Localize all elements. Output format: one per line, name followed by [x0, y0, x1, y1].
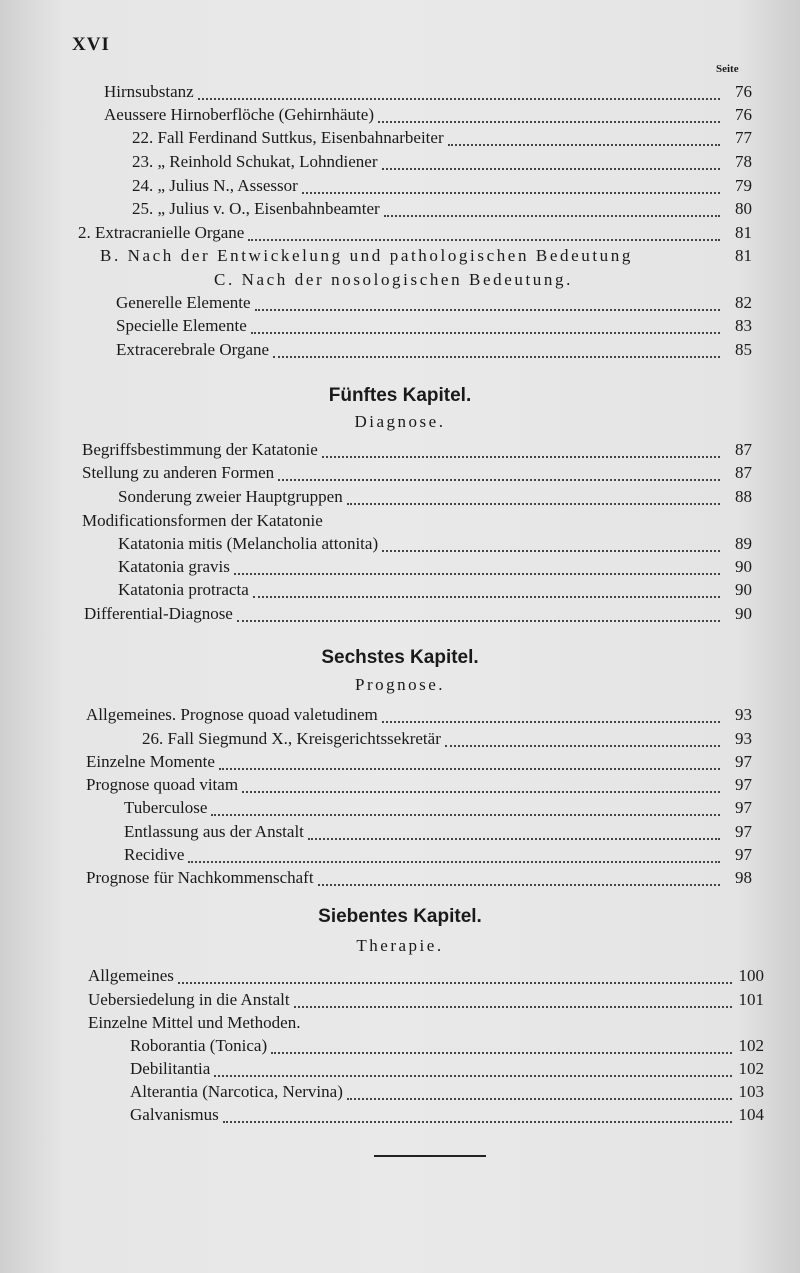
toc-entry-text: Begriffsbestimmung der Katatonie [82, 440, 318, 459]
toc-entry-page: 77 [735, 128, 752, 147]
dot-leader [198, 86, 720, 100]
toc-entry-text: Roborantia (Tonica) [130, 1036, 268, 1055]
toc-entry [130, 1105, 764, 1127]
toc-entry-page: 76 [735, 82, 752, 101]
chapter-title: Siebentes Kapitel. [318, 906, 482, 927]
toc-entry-text: Stellung zu anderen Formen [82, 463, 275, 482]
toc-entry-text: Katatonia gravis [118, 557, 230, 576]
dot-leader [251, 320, 720, 334]
toc-entry-page: 87 [735, 463, 752, 482]
toc-section-heading: C. Nach der nosologischen Bedeutung. [214, 270, 573, 289]
toc-entry-page: 90 [735, 580, 752, 599]
dot-leader [347, 491, 720, 505]
toc-entry [118, 557, 752, 579]
dot-leader [237, 608, 720, 622]
toc-entry-text: Uebersiedelung in die Anstalt [88, 990, 290, 1009]
toc-section-heading: Modificationsformen der Katatonie [82, 511, 323, 530]
dot-leader [382, 709, 720, 723]
dot-leader [214, 1063, 732, 1077]
toc-entry-page: 97 [735, 845, 752, 864]
toc-entry [86, 705, 752, 727]
toc-entry-text: Hirnsubstanz [104, 82, 194, 101]
dot-leader [253, 584, 720, 598]
toc-entry [118, 487, 752, 509]
toc-entry-text: Generelle Elemente [116, 293, 251, 312]
toc-entry-text: 2. Extracranielle Organe [78, 223, 245, 242]
toc-entry-page: 76 [735, 105, 752, 124]
seite-label: Seite [716, 63, 739, 75]
toc-entry-page: 78 [735, 152, 752, 171]
toc-section-heading: Einzelne Mittel und Methoden. [88, 1013, 301, 1032]
toc-entry-page: 103 [738, 1082, 764, 1101]
toc-entry [84, 604, 752, 626]
toc-entry [118, 534, 752, 556]
dot-leader [219, 756, 720, 770]
toc-entry [104, 105, 752, 127]
dot-leader [302, 180, 720, 194]
toc-entry-text: B. Nach der Entwickelung und pathologischen Bedeutung [100, 246, 633, 265]
toc-entry [104, 82, 752, 104]
dot-leader [347, 1086, 732, 1100]
toc-entry [118, 580, 752, 602]
toc-entry-page: 97 [735, 822, 752, 841]
toc-entry [132, 152, 752, 174]
toc-entry [130, 1036, 764, 1058]
toc-entry [124, 845, 752, 867]
dot-leader [384, 203, 720, 217]
toc-entry-text: Sonderung zweier Hauptgruppen [118, 487, 343, 506]
toc-entry-page: 102 [738, 1059, 764, 1078]
toc-entry [130, 1059, 764, 1081]
dot-leader [448, 132, 720, 146]
toc-entry [130, 1082, 764, 1104]
toc-entry [88, 966, 764, 988]
toc-entry-page: 82 [735, 293, 752, 312]
toc-entry-text: Einzelne Momente [86, 752, 215, 771]
dot-leader [445, 733, 720, 747]
dot-leader [255, 297, 720, 311]
toc-entry-page: 87 [735, 440, 752, 459]
dot-leader [211, 802, 720, 816]
toc-entry-page: 79 [735, 176, 752, 195]
toc-entry-page: 97 [735, 752, 752, 771]
chapter-title: Sechstes Kapitel. [321, 647, 479, 668]
dot-leader [382, 156, 720, 170]
toc-entry-text: Katatonia protracta [118, 580, 249, 599]
dot-leader [242, 779, 720, 793]
toc-entry [132, 199, 752, 221]
toc-entry-text: 25. „ Julius v. O., Eisenbahnbeamter [132, 199, 380, 218]
toc-entry-text: Extracerebrale Organe [116, 340, 270, 359]
dot-leader [248, 227, 720, 241]
toc-entry-text: Alterantia (Narcotica, Nervina) [130, 1082, 343, 1101]
toc-entry-text: Galvanismus [130, 1105, 219, 1124]
toc-entry-page: 104 [738, 1105, 764, 1124]
dot-leader [188, 849, 720, 863]
chapter-subtitle: Prognose. [354, 675, 446, 694]
toc-entry [86, 752, 752, 774]
toc-entry [88, 990, 764, 1012]
dot-leader [278, 467, 720, 481]
page-number: XVI [72, 34, 110, 55]
toc-entry-page: 97 [735, 798, 752, 817]
toc-entry-page: 88 [735, 487, 752, 506]
toc-entry-text: Allgemeines [88, 966, 174, 985]
dot-leader [294, 994, 732, 1008]
dot-leader [273, 344, 720, 358]
toc-entry-text: Differential-Diagnose [84, 604, 233, 623]
toc-entry [82, 440, 752, 462]
dot-leader [322, 444, 720, 458]
toc-entry-text: Entlassung aus der Anstalt [124, 822, 304, 841]
toc-entry-text: Katatonia mitis (Melancholia attonita) [118, 534, 379, 553]
dot-leader [223, 1109, 732, 1123]
dot-leader [318, 872, 720, 886]
toc-section-heading [100, 246, 752, 268]
toc-entry-text: Prognose quoad vitam [86, 775, 239, 794]
toc-entry-page: 80 [735, 199, 752, 218]
toc-entry-text: 24. „ Julius N., Assessor [132, 176, 298, 195]
dot-leader [234, 561, 720, 575]
toc-entry-page: 89 [735, 534, 752, 553]
toc-entry [124, 822, 752, 844]
toc-entry-page: 102 [738, 1036, 764, 1055]
toc-entry [86, 775, 752, 797]
toc-entry [132, 128, 752, 150]
dot-leader [271, 1040, 732, 1054]
dot-leader [378, 109, 720, 123]
chapter-subtitle: Diagnose. [354, 412, 446, 431]
toc-entry-page: 90 [735, 557, 752, 576]
toc-entry [142, 729, 752, 751]
toc-entry [78, 223, 752, 245]
toc-entry-text: 22. Fall Ferdinand Suttkus, Eisenbahnarbeiter [132, 128, 444, 147]
toc-entry-text: Allgemeines. Prognose quoad valetudinem [86, 705, 378, 724]
toc-entry-page: 97 [735, 775, 752, 794]
toc-entry [124, 798, 752, 820]
toc-entry [116, 316, 752, 338]
chapter-subtitle: Therapie. [356, 936, 444, 955]
toc-entry [132, 176, 752, 198]
toc-entry-text: Prognose für Nachkommenschaft [86, 868, 314, 887]
toc-entry-text: Recidive [124, 845, 185, 864]
end-rule [374, 1155, 486, 1157]
toc-entry-text: 23. „ Reinhold Schukat, Lohndiener [132, 152, 378, 171]
toc-entry [86, 868, 752, 890]
toc-entry-page: 98 [735, 868, 752, 887]
toc-entry-page: 81 [735, 223, 752, 242]
toc-entry-page: 83 [735, 316, 752, 335]
toc-entry-text: Debilitantia [130, 1059, 211, 1078]
toc-entry-page: 85 [735, 340, 752, 359]
chapter-title: Fünftes Kapitel. [328, 385, 472, 406]
toc-entry-page: 101 [738, 990, 764, 1009]
dot-leader [308, 826, 720, 840]
toc-entry-text: 26. Fall Siegmund X., Kreisgerichtssekretär [142, 729, 441, 748]
dot-leader [178, 970, 732, 984]
toc-entry [116, 340, 752, 362]
toc-entry-page: 100 [738, 966, 764, 985]
toc-entry-page: 90 [735, 604, 752, 623]
dot-leader [382, 538, 720, 552]
toc-entry-text: Specielle Elemente [116, 316, 247, 335]
toc-entry-text: Tuberculose [124, 798, 208, 817]
toc-entry-page: 93 [735, 729, 752, 748]
toc-entry [82, 463, 752, 485]
toc-entry [116, 293, 752, 315]
toc-entry-page: 81 [735, 246, 752, 265]
toc-entry-text: Aeussere Hirnoberflöche (Gehirnhäute) [104, 105, 374, 124]
toc-entry-page: 93 [735, 705, 752, 724]
